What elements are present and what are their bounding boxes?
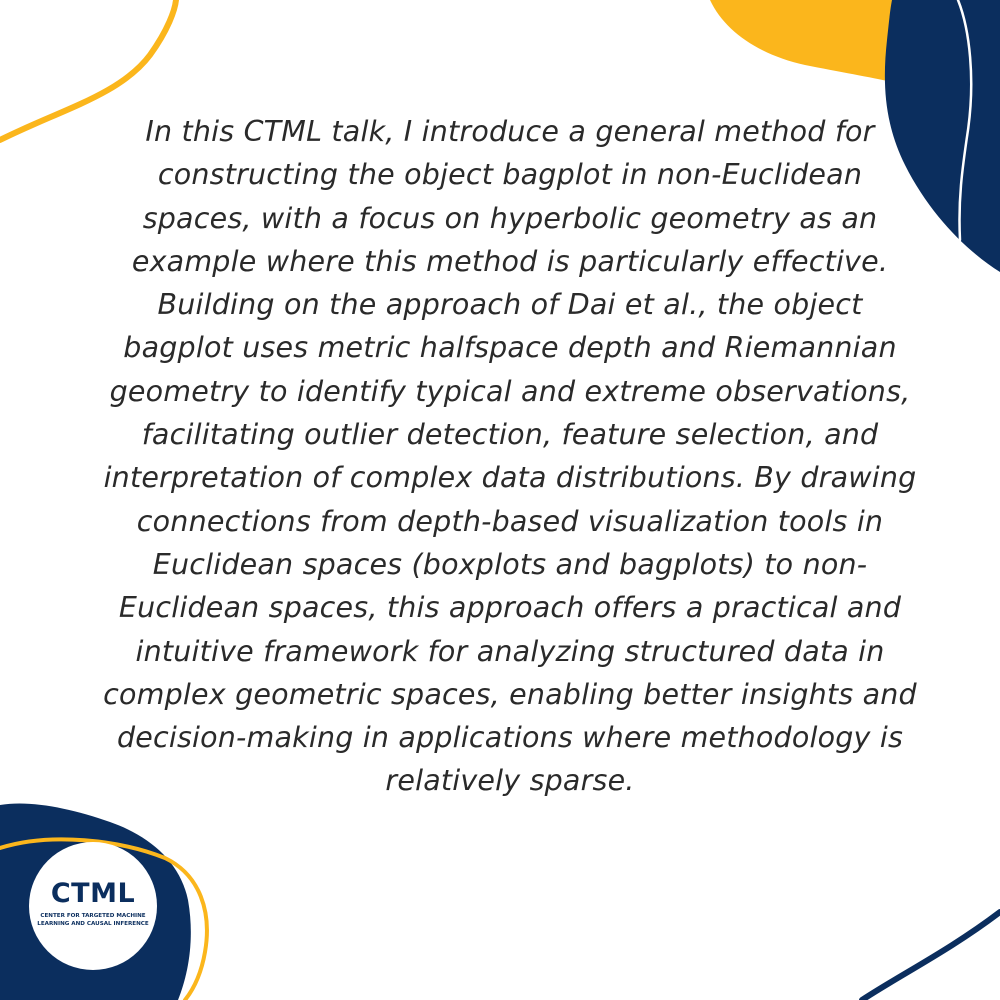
logo-title: CTML <box>50 878 136 909</box>
top-right-gold-blob <box>710 0 892 82</box>
logo-subtitle <box>35 912 151 928</box>
talk-abstract: In this CTML talk, I introduce a general method for constructing the object bagplot in non-Euclidean spaces, with a focus on hyperbolic geometry as an example where this method is particularly effective. Building on the approach of Dai et al., the object bagplot uses metric halfspace depth and Riemannian geometry to identify typical and extreme observations, facilitating outlier detection, feature selection, and interpretation of complex data distributions. By drawing connections from depth-based visualization tools in Euclidean spaces (boxplots and bagplots) to non-Euclidean spaces, this approach offers a practical and intuitive framework for analyzing structured data in complex geometric spaces, enabling better insights and decision-making in applications where methodology is relatively sparse. <box>103 115 917 798</box>
logo-subtitle-line-2: LEARNING AND CAUSAL INFERENCE <box>37 921 149 927</box>
logo-subtitle-line-1: CENTER FOR TARGETED MACHINE <box>40 913 146 919</box>
ctml-logo <box>29 842 157 970</box>
bottom-right-navy-curve <box>862 912 1000 1000</box>
